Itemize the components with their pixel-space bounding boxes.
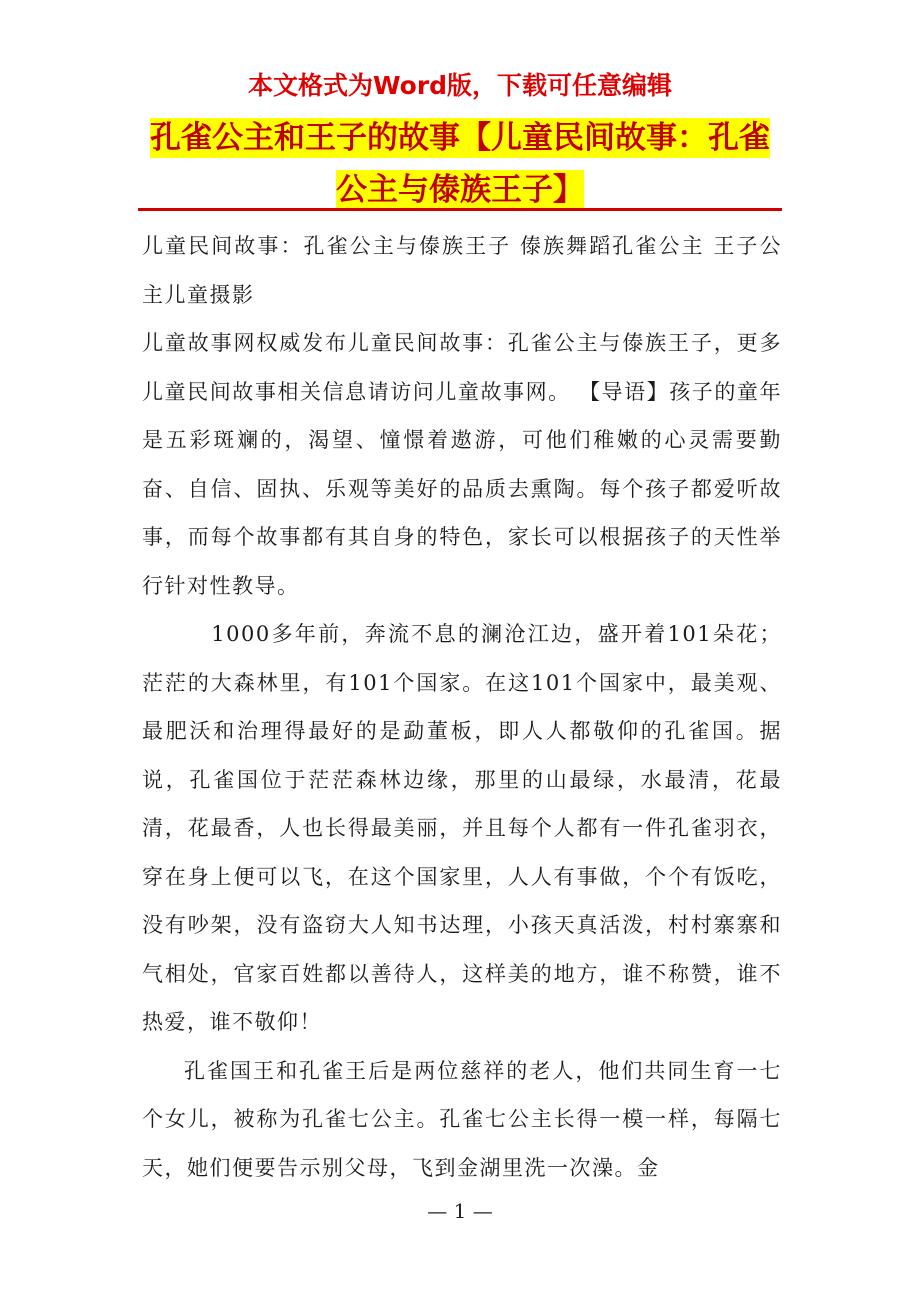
- document-body: [142, 222, 782, 1192]
- page-title: [138, 112, 782, 216]
- story-paragraph-2: 孔雀国王和孔雀王后是两位慈祥的老人，他们共同生育一七个女儿，被称为孔雀七公主。孔雀七公主长得一模一样，每隔七天，她们便要告示别父母，飞到金湖里洗一次澡。金: [142, 1058, 782, 1180]
- title-underline: [138, 208, 782, 211]
- story-paragraph-1: 1000多年前，奔流不息的澜沧江边，盛开着101朵花；茫茫的大森林里，有101个国家。在这101个国家中，最美观、最肥沃和治理得最好的是勐董板，即人人都敬仰的孔雀国。据说，孔雀国位于茫茫森林边缘，那里的山最绿，水最清，花最清，花最香，人也长得最美丽，并且每个人都有一件孔雀羽衣，穿在身上便可以飞，在这个国家里，人人有事做，个个有饭吃，没有吵架，没有盗窃大人知书达理，小孩天真活泼，村村寨寨和气相处，官家百姓都以善待人，这样美的地方，谁不称赞，谁不热爱，谁不敬仰！: [142, 622, 782, 1034]
- keywords-paragraph: 儿童民间故事：孔雀公主与傣族王子 傣族舞蹈孔雀公主 王子公主儿童摄影: [142, 234, 782, 307]
- intro-paragraph: 儿童故事网权威发布儿童民间故事：孔雀公主与傣族王子，更多儿童民间故事相关信息请访问儿童故事网。 【导语】孩子的童年是五彩斑斓的，渴望、憧憬着遨游，可他们稚嫩的心灵需要勤奋、自信、固执、乐观等美好的品质去熏陶。每个孩子都爱听故事，而每个故事都有其自身的特色，家长可以根据孩子的天性举行针对性教导。: [142, 331, 782, 598]
- page-number: — 1 —: [427, 1199, 493, 1223]
- title-text: 孔雀公主和王子的故事【儿童民间故事：孔雀公主与傣族王子】: [150, 120, 770, 208]
- format-notice: 本文格式为Word版，下载可任意编辑: [247, 71, 673, 100]
